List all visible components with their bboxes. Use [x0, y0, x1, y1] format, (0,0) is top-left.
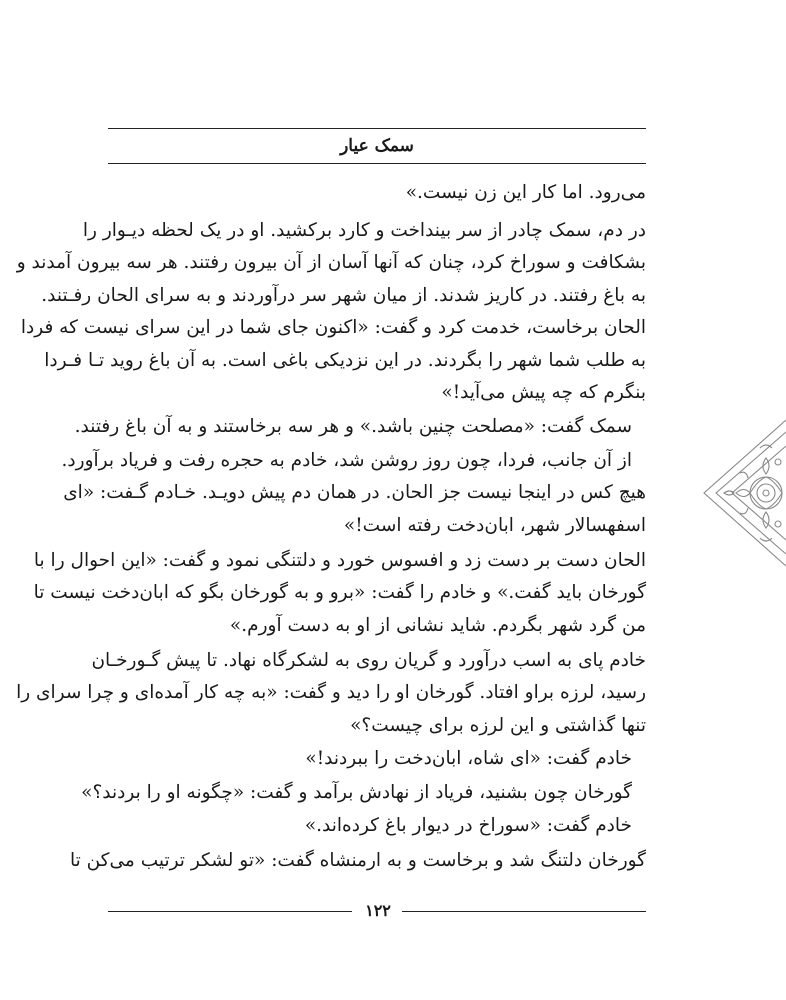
text-line-2: در دم، سمک چادر از سر بینداخت و کارد برکشید. او در یک لحظه دیـوار را	[82, 220, 646, 241]
running-header-title: سمک عیار	[340, 136, 414, 156]
text-line-4: به باغ رفتند. در کاریز شدند. از میان شهر سر درآوردند و به سرای الحان رفـتند.	[41, 285, 646, 306]
text-line-8: سمک گفت: «مصلحت چنین باشد.» و هر سه برخاستند و به آن باغ رفتند.	[74, 416, 632, 437]
footer-rule-right	[402, 911, 646, 912]
text-line-10: هیچ کس در اینجا نیست جز الحان. در همان دم پیش دویـد. خـادم گـفت: «ای	[63, 482, 646, 503]
text-line-20: خادم گفت: «سوراخ در دیوار باغ کرده‌اند.»	[304, 815, 632, 836]
text-line-21: گورخان دلتنگ شد و برخاست و به ارمنشاه گفت: «تو لشکر ترتیب می‌کن تا	[69, 850, 646, 871]
text-line-9: از آن جانب، فردا، چون روز روشن شد، خادم به حجره رفت و فریاد برآورد.	[61, 450, 632, 471]
text-line-11: اسفهسالار شهر، ابان‌دخت رفته است!»	[343, 515, 646, 536]
text-line-1: می‌رود. اما کار این زن نیست.»	[405, 182, 646, 203]
text-line-17: تنها گذاشتی و این لرزه برای چیست؟»	[350, 715, 646, 736]
text-line-13: گورخان باید گفت.» و خادم را گفت: «برو و به گورخان بگو که ابان‌دخت نیست تا	[33, 582, 646, 603]
header-rule-top	[108, 128, 646, 129]
text-line-19: گورخان چون بشنید، فریاد از نهادش برآمد و گفت: «چگونه او را بردند؟»	[81, 782, 632, 803]
text-line-12: الحان دست بر دست زد و افسوس خورد و دلتنگی نمود و گفت: «این احوال را با	[33, 550, 646, 571]
arabesque-ornament-icon	[700, 418, 786, 568]
header-rule-bottom	[108, 163, 646, 164]
page-number: ۱۲۲	[365, 901, 391, 920]
footer-rule-left	[108, 911, 352, 912]
page-footer	[108, 901, 646, 921]
text-line-18: خادم گفت: «ای شاه، ابان‌دخت را ببردند!»	[305, 748, 632, 769]
text-line-3: بشکافت و سوراخ کرد، چنان که آنها آسان از آن بیرون رفتند. هر سه بیرون آمدند و	[16, 252, 646, 273]
text-line-7: بنگرم که چه پیش می‌آید!»	[441, 382, 646, 403]
text-line-15: خادم پای به اسب درآورد و گریان روی به لشکرگاه نهاد. تا پیش گـورخـان	[91, 650, 646, 671]
text-line-6: به طلب شما شهر را بگردند. در این نزدیکی باغی است. به آن باغ روید تـا فـردا	[44, 350, 646, 371]
text-line-14: من گرد شهر بگردم. شاید نشانی از او به دست آورم.»	[229, 615, 646, 636]
text-line-5: الحان برخاست، خدمت کرد و گفت: «اکنون جای شما در این سرای نیست که فردا	[20, 317, 646, 338]
text-line-16: رسید، لرزه براو افتاد. گورخان او را دید و گفت: «به چه کار آمده‌ای و چرا سرای را	[16, 682, 646, 703]
